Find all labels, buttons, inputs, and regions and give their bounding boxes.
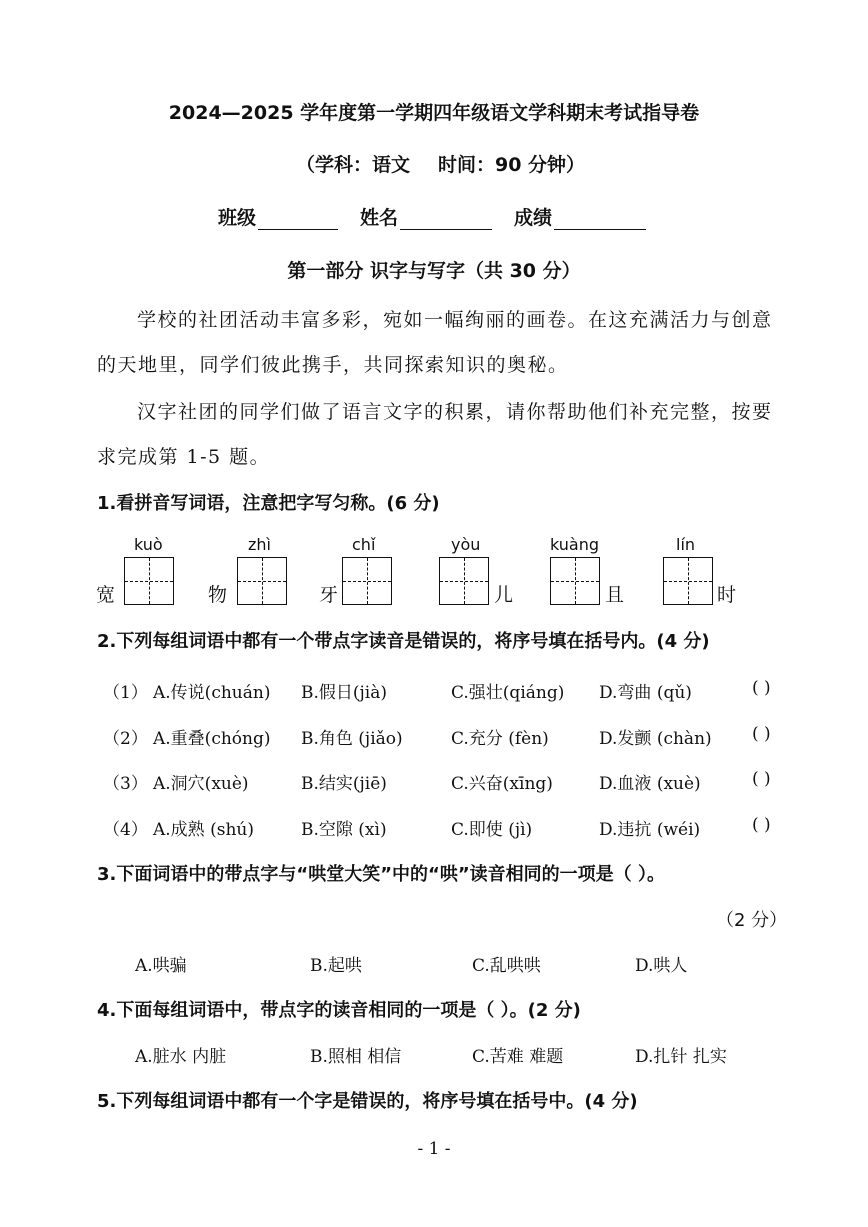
q2-row-3-a: A.洞穴(xuè) <box>153 774 249 794</box>
q2-row-2-a: A.重叠(chóng) <box>153 729 271 749</box>
q2-row-1-d: D.弯曲 (qǔ) <box>599 683 692 703</box>
q4-option-b[interactable]: B.照相 相信 <box>310 1047 402 1067</box>
time-label: 时间：90 分钟） <box>438 154 586 176</box>
score-blank[interactable] <box>554 211 646 230</box>
q2-row-4-num: （4） <box>103 820 148 840</box>
q1-pinyin-5: kuàng <box>550 535 600 554</box>
q4-option-a[interactable]: A.脏水 内脏 <box>135 1047 227 1067</box>
q2-row-2-d: D.发颤 (chàn) <box>599 729 712 749</box>
q2-row-4-a: A.成熟 (shú) <box>153 820 254 840</box>
q2-row-4-c: C.即使 (jì) <box>451 820 533 840</box>
q1-writing-box-3[interactable] <box>342 557 392 605</box>
q2-row-1-b: B.假日(jià) <box>301 683 388 703</box>
score-field[interactable] <box>514 203 646 230</box>
q2-row-1-a: A.传说(chuán) <box>153 683 271 703</box>
name-label: 姓名 <box>360 207 399 229</box>
q1-writing-box-6[interactable] <box>663 557 713 605</box>
q1-stem: 1.看拼音写词语，注意把字写匀称。(6 分) <box>97 493 440 514</box>
q1-char-after-4: 儿 <box>494 584 515 606</box>
q2-row-3-b: B.结实(jiē) <box>301 774 387 794</box>
q2-row-3-num: （3） <box>103 774 148 794</box>
q3-stem: 3.下面词语中的带点字与“哄堂大笑”中的“哄”读音相同的一项是（ ）。 <box>97 864 665 885</box>
page-number: - 1 - <box>417 1139 451 1159</box>
part1-heading: 第一部分 识字与写字（共 30 分） <box>287 260 581 282</box>
q2-row-2-b: B.角色 (jiǎo) <box>301 729 403 749</box>
q2-row-1-num: （1） <box>103 683 148 703</box>
q4-stem: 4.下面每组词语中，带点字的读音相同的一项是（ ）。(2 分) <box>97 1000 581 1021</box>
name-field[interactable] <box>360 203 492 230</box>
q2-row-3-answer[interactable]: ( ) <box>752 769 771 789</box>
q1-pinyin-3: chǐ <box>352 535 376 554</box>
q1-writing-box-4[interactable] <box>439 557 489 605</box>
q2-row-4-answer[interactable]: ( ) <box>752 815 771 835</box>
q2-row-2-c: C.充分 (fèn) <box>451 729 549 749</box>
q1-writing-box-5[interactable] <box>550 557 600 605</box>
q3-option-d[interactable]: D.哄人 <box>635 956 688 976</box>
q2-row-3-c: C.兴奋(xīng) <box>451 774 553 794</box>
score-label: 成绩 <box>514 207 553 229</box>
q2-row-4-b: B.空隙 (xì) <box>301 820 387 840</box>
q2-row-1-c: C.强壮(qiáng) <box>451 683 565 703</box>
intro-line-1: 学校的社团活动丰富多彩，宛如一幅绚丽的画卷。在这充满活力与创意 <box>137 309 773 331</box>
q1-pinyin-2: zhì <box>248 535 271 554</box>
intro-line-2: 的天地里，同学们彼此携手，共同探索知识的奥秘。 <box>97 354 569 376</box>
q1-writing-box-1[interactable] <box>124 557 174 605</box>
class-blank[interactable] <box>258 211 338 230</box>
exam-title: 2024—2025 学年度第一学期四年级语文学科期末考试指导卷 <box>168 102 700 124</box>
q1-char-after-5: 且 <box>605 584 626 606</box>
intro-line-4: 求完成第 1-5 题。 <box>97 446 271 468</box>
intro-line-3: 汉字社团的同学们做了语言文字的积累，请你帮助他们补充完整，按要 <box>137 401 773 423</box>
class-label: 班级 <box>218 207 257 229</box>
q1-writing-box-2[interactable] <box>237 557 287 605</box>
q1-char-after-6: 时 <box>717 584 738 606</box>
q1-char-before-3: 牙 <box>319 584 340 606</box>
q3-option-b[interactable]: B.起哄 <box>310 956 362 976</box>
q5-stem: 5.下列每组词语中都有一个字是错误的，将序号填在括号中。(4 分) <box>97 1091 638 1112</box>
q1-pinyin-4: yòu <box>451 535 481 554</box>
q3-option-a[interactable]: A.哄骗 <box>135 956 187 976</box>
q2-stem: 2.下列每组词语中都有一个带点字读音是错误的，将序号填在括号内。(4 分) <box>97 631 710 652</box>
q3-option-c[interactable]: C.乱哄哄 <box>472 956 541 976</box>
class-field[interactable] <box>218 203 338 230</box>
q2-row-2-num: （2） <box>103 729 148 749</box>
subject-label: （学科：语文 <box>296 154 411 176</box>
q2-row-1-answer[interactable]: ( ) <box>752 678 771 698</box>
q4-option-c[interactable]: C.苦难 难题 <box>472 1047 564 1067</box>
q1-pinyin-6: lín <box>676 535 696 554</box>
q3-score: （2 分） <box>716 910 788 931</box>
q1-char-before-2: 物 <box>208 584 229 606</box>
q2-row-4-d: D.违抗 (wéi) <box>599 820 701 840</box>
q2-row-3-d: D.血液 (xuè) <box>599 774 701 794</box>
name-blank[interactable] <box>400 211 492 230</box>
q1-pinyin-1: kuò <box>134 535 163 554</box>
q2-row-2-answer[interactable]: ( ) <box>752 724 771 744</box>
q1-char-before-1: 宽 <box>96 584 117 606</box>
q4-option-d[interactable]: D.扎针 扎实 <box>635 1047 727 1067</box>
